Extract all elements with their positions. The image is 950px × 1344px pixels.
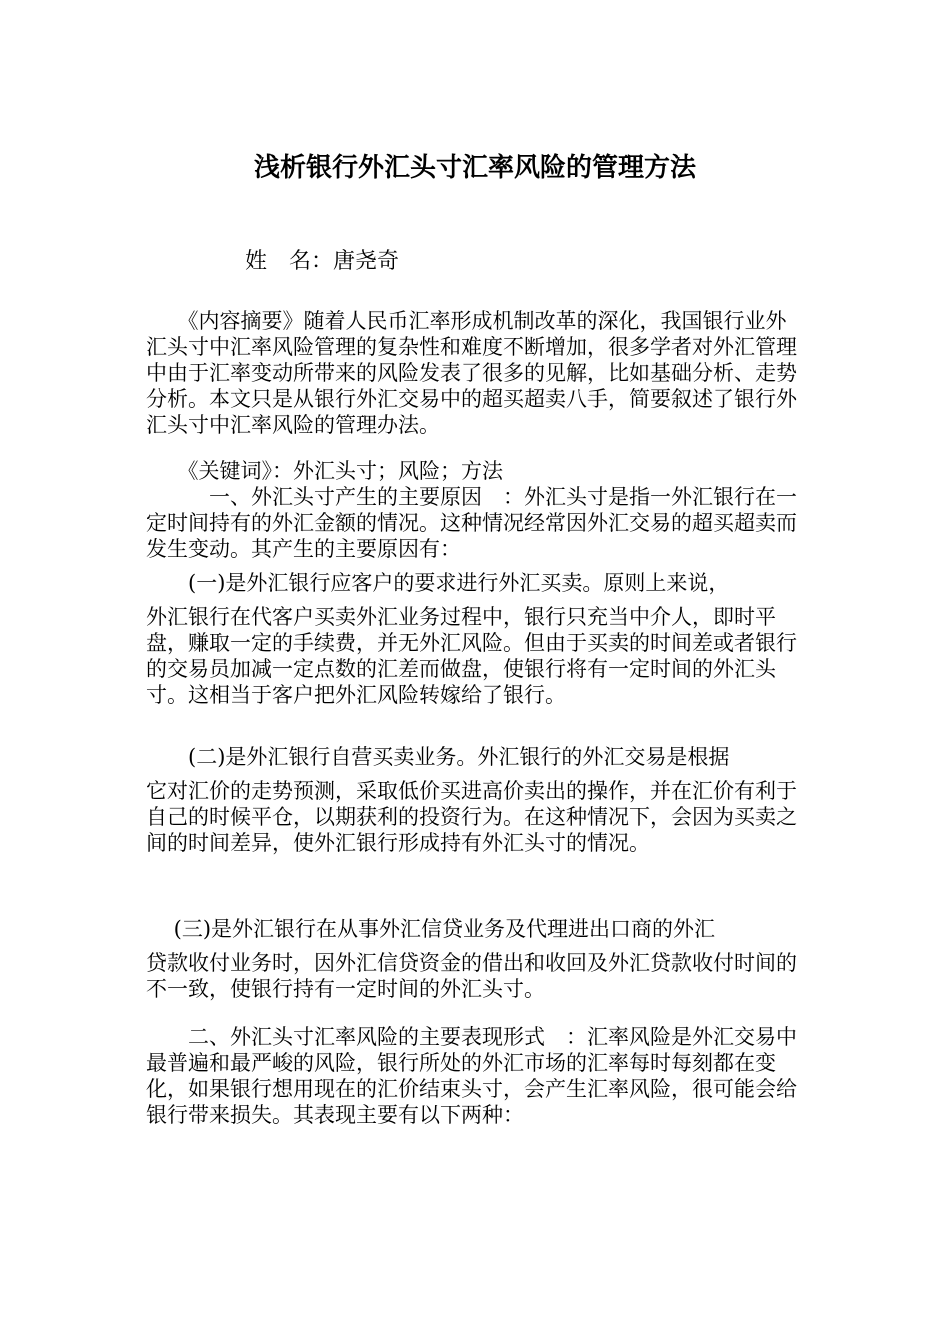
item-1-first-line: (一)是外汇银行应客户的要求进行外汇买卖。原则上来说， — [146, 571, 730, 595]
author-line: 姓 名：唐尧奇 — [245, 249, 400, 274]
item-3-body: 贷款收付业务时，因外汇信贷资金的借出和收回及外汇贷款收付时间的不一致，使银行持有一定时间的外汇头寸。 — [146, 951, 797, 1001]
item-2-first-line: (二)是外汇银行自营买卖业务。外汇银行的外汇交易是根据 — [146, 745, 730, 769]
item-1-paragraph — [146, 570, 806, 708]
item-3-first-line: (三)是外汇银行在从事外汇信贷业务及代理进出口商的外汇 — [146, 917, 716, 941]
item-2-body: 它对汇价的走势预测，采取低价买进高价卖出的操作，并在汇价有利于自己的时候平仓，以期获利的投资行为。在这种情况下，会因为买卖之间的时间差异，使外汇银行形成持有外汇头寸的情况。 — [146, 779, 797, 855]
section-2-paragraph: 二、外汇头寸汇率风险的主要表现形式 ：汇率风险是外汇交易中最普遍和最严峻的风险，银行所处的外汇市场的汇率每时每刻都在变化，如果银行想用现在的汇价结束头寸，会产生汇率风险，很可能会给银行带来损失。其表现主要有以下两种： — [146, 1025, 797, 1127]
keywords-line: 《关键词》：外汇头寸；风险；方法 — [146, 459, 503, 483]
abstract-paragraph: 《内容摘要》随着人民币汇率形成机制改革的深化，我国银行业外汇头寸中汇率风险管理的复杂性和难度不断增加，很多学者对外汇管理中由于汇率变动所带来的风险发表了很多的见解，比如基础分析、走势分析。本文只是从银行外汇交易中的超买超卖八手，简要叙述了银行外汇头寸中汇率风险的管理办法。 — [146, 309, 797, 437]
section-1-paragraph: 一、外汇头寸产生的主要原因 ：外汇头寸是指一外汇银行在一定时间持有的外汇金额的情况。这种情况经常因外汇交易的超买超卖而发生变动。其产生的主要原因有： — [146, 485, 797, 561]
item-2-paragraph — [146, 744, 806, 856]
item-1-body: 外汇银行在代客户买卖外汇业务过程中，银行只充当中介人，即时平盘，赚取一定的手续费，并无外汇风险。但由于买卖的时间差或者银行的交易员加减一定点数的汇差而做盘，使银行将有一定时间的外汇头寸。这相当于客户把外汇风险转嫁给了银行。 — [146, 605, 797, 707]
item-3-paragraph — [146, 916, 806, 1002]
document-title: 浅析银行外汇头寸汇率风险的管理方法 — [253, 153, 696, 183]
